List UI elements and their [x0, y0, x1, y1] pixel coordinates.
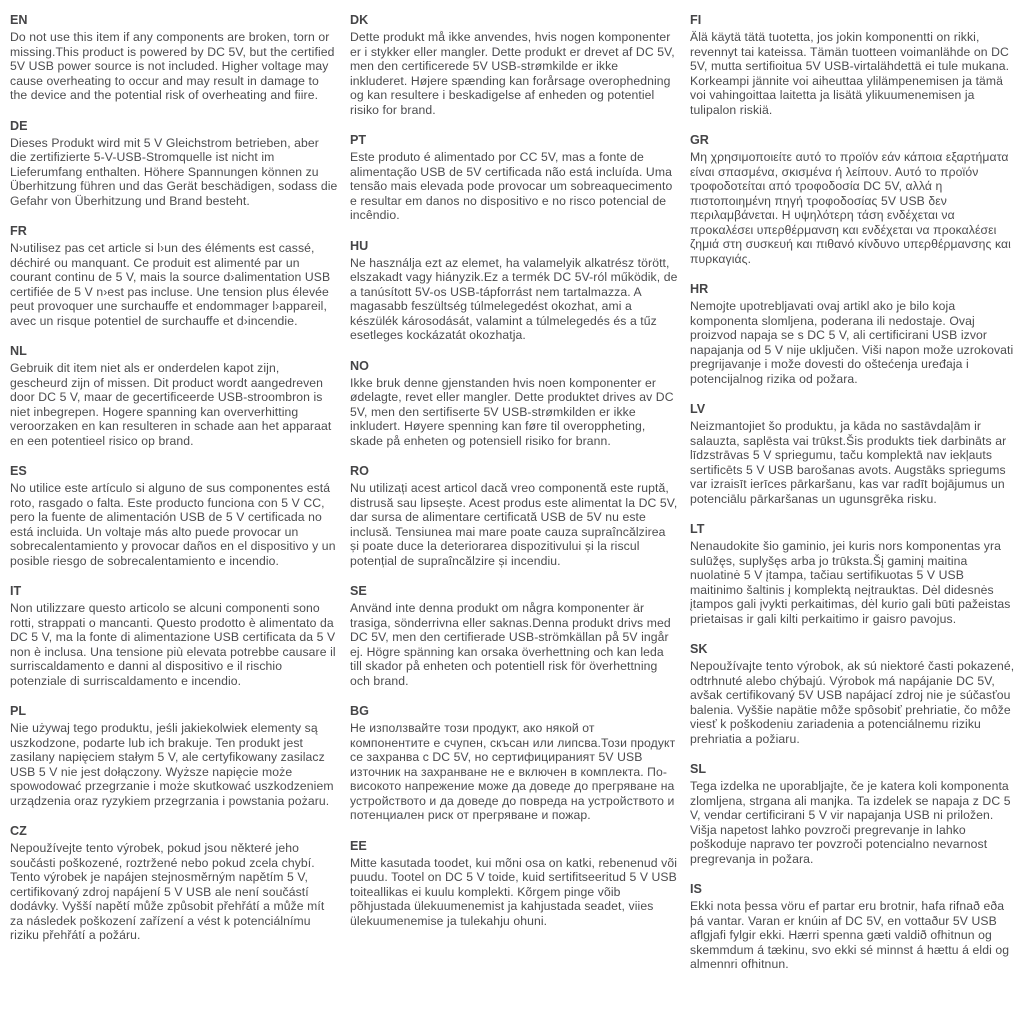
language-code-ee: EE	[350, 838, 367, 853]
warning-section-no	[350, 359, 678, 449]
language-code-fi: FI	[690, 13, 702, 27]
language-code-sl: SL	[690, 762, 707, 776]
warning-text-hr: Nemojte upotrebljavati ovaj artikl ako je bilo koja komponenta slomljena, poderana ili nedostaje. Ovaj proizvod napaja se s DC 5 V, ali certificirani USB izvor napajanja od 5 V nije uključen. Viši napon može uzrokovati pregrijavanje i može dovesti do oštećenja uređaja i potencijalnog rizika od požara.	[690, 299, 1014, 386]
warning-section-pt	[350, 133, 678, 223]
language-code-hu: HU	[350, 238, 369, 253]
warning-text-lv: Neizmantojiet šo produktu, ja kāda no sastāvdaļām ir salauzta, saplēsta vai trūkst.Šis produkts tiek darbināts ar līdzstrāvas 5 V spriegumu, taču komplektā nav iekļauts sertificēts 5 V USB barošanas avots. Augstāks spriegums var izraisīt ierīces pārkaršanu, kas var radīt bojājumus un potenciālu pārkaršanas un ugunsgrēka risku.	[690, 419, 1007, 506]
warning-section-hu	[350, 239, 678, 343]
language-code-dk: DK	[350, 13, 369, 27]
warning-column-2	[350, 13, 678, 1024]
warning-section-lt	[690, 522, 1018, 626]
language-code-sk: SK	[690, 642, 708, 656]
language-code-bg: BG	[350, 704, 369, 718]
warning-section-en	[10, 13, 338, 103]
language-code-fr: FR	[10, 224, 27, 238]
language-code-hr: HR	[690, 282, 709, 296]
warning-section-fr	[10, 224, 338, 328]
language-code-en: EN	[10, 13, 28, 27]
warning-text-lt: Nenaudokite šio gaminio, jei kuris nors komponentas yra sulūžęs, suplyšęs arba jo trūksta.Šį gaminį maitina nuolatinė 5 V įtampa, tačiau sertifikuotas 5 V USB maitinimo šaltinis į komplektą neįtrauktas. Dėl didesnės įtampos gali įvykti perkaitimas, dėl kurio gali būti pažeistas prietaisas ir gali kilti perkaitimo ir gaisro pavojus.	[690, 539, 1011, 626]
warning-section-es	[10, 464, 338, 568]
language-code-is: IS	[690, 882, 702, 896]
language-code-se: SE	[350, 584, 367, 598]
warning-section-fi	[690, 13, 1018, 117]
warning-text-no: Ikke bruk denne gjenstanden hvis noen komponenter er ødelagte, revet eller mangler. Dette produktet drives av DC 5V, men den sertifiserte 5V USB-strømkilden er ikke inkludert. Høyere spenning kan føre til overoppheting, skade på enheten og potensiell risiko for brann.	[350, 375, 674, 448]
warning-text-gr: Μη χρησιμοποιείτε αυτό το προϊόν εάν κάποια εξαρτήματα είναι σπασμένα, σκισμένα ή λείπουν. Αυτό το προϊόν τροφοδοτείται από τροφοδοσία DC 5V, αλλά η πιστοποιημένη πηγή τροφοδοσίας 5V USB δεν περιλαμβάνεται. Η υψηλότερη τάση ενδέχεται να προκαλέσει υπερθέρμανση και ενδέχεται να προκαλέσει ζημιά στη συσκευή και πιθανό κίνδυνο υπερθέρμανσης και πυρκαγιάς.	[690, 150, 1011, 266]
language-code-no: NO	[350, 358, 369, 373]
warning-section-dk	[350, 13, 678, 117]
warning-text-pl: Nie używaj tego produktu, jeśli jakiekolwiek elementy są uszkodzone, podarte lub ich brakuje. Ten produkt jest zasilany napięciem stałym 5 V, ale certyfikowany zasilacz USB 5 V nie jest dołączony. Wyższe napięcie może spowodować przegrzanie i może skutkować uszkodzeniem urządzenia oraz ryzykiem przegrzania i powstania pożaru.	[10, 721, 334, 808]
warning-text-se: Använd inte denna produkt om några komponenter är trasiga, sönderrivna eller saknas.Denna produkt drivs med DC 5V, men den certifierade USB-strömkällan på 5V ingår ej. Högre spänning kan orsaka överhettning och kan leda till skador på enheten och potentiell risk för överhettning och brand.	[350, 601, 671, 688]
warning-text-is: Ekki nota þessa vöru ef partar eru brotnir, hafa rifnað eða þá vantar. Varan er knúin af DC 5V, en vottaður 5V USB aflgjafi fylgir ekki. Hærri spenna gæti valdið ofhitnun og skemmdum á tækinu, svo ekki sé minnst á hættu á eldi og almennri ofhitnun.	[690, 899, 1010, 971]
language-code-lt: LT	[690, 522, 705, 536]
warning-section-lv	[690, 402, 1018, 506]
language-code-pl: PL	[10, 704, 27, 718]
warning-text-nl: Gebruik dit item niet als er onderdelen kapot zijn, gescheurd zijn of missen. Dit product wordt aangedreven door DC 5 V, maar de gecertificeerde USB-stroombron is niet inbegrepen. Hogere spanning kan oververhitting veroorzaken en kan resulteren in schade aan het apparaat en een potentieel risico op brand.	[10, 361, 332, 448]
warning-text-sl: Tega izdelka ne uporabljajte, če je katera koli komponenta zlomljena, strgana ali manjka. Ta izdelek se napaja z DC 5 V, vendar certificirani 5 V vir napajanja USB ni priložen. Višja napetost lahko povzroči pregrevanje in lahko poškoduje napravo ter povzroči potencialno nevarnost pregrevanja in požara.	[690, 779, 1011, 866]
language-code-lv: LV	[690, 402, 706, 416]
warning-section-is	[690, 882, 1018, 972]
warning-text-ro: Nu utilizați acest articol dacă vreo componentă este ruptă, distrusă sau lipsește. Acest produs este alimentat la DC 5V, dar sursa de alimentare certificată USB de 5V nu este inclusă. Tensiunea mai mare poate cauza supraîncălzirea și poate duce la deteriorarea dispozitivului și la riscul potențial de supraîncălzire și incendiu.	[350, 481, 678, 568]
warning-section-sl	[690, 762, 1018, 866]
warning-text-bg: Не използвайте този продукт, ако някой от компонентите е счупен, скъсан или липсва.Този продукт се захранва с DC 5V, но сертифицираният 5V USB източник на захранване не е включен в комплекта. По-високото напрежение може да доведе до прегряване на устройството и да доведе до повреда на устройството и потенциален риск от прегряване и пожар.	[350, 721, 676, 822]
warning-column-3	[690, 13, 1018, 1024]
warning-section-bg	[350, 704, 678, 823]
warning-section-hr	[690, 282, 1018, 386]
warning-section-ee	[350, 839, 678, 929]
warning-section-ro	[350, 464, 678, 568]
warning-text-dk: Dette produkt må ikke anvendes, hvis nogen komponenter er i stykker eller mangler. Dette produkt er drevet af DC 5V, men den certificerede 5V USB-strømkilde er ikke inkluderet. Højere spænding kan forårsage overophedning og kan resultere i beskadigelse af enheden og potentiel risiko for brand.	[350, 30, 675, 117]
warning-text-it: Non utilizzare questo articolo se alcuni componenti sono rotti, strappati o mancanti. Questo prodotto è alimentato da DC 5 V, ma la fonte di alimentazione USB certificata da 5 V non è inclusa. Una tensione più elevata potrebbe causare il surriscaldamento e danni al dispositivo e il rischio potenziale di surriscaldamento e incendio.	[10, 601, 336, 688]
warning-text-hu: Ne használja ezt az elemet, ha valamelyik alkatrész törött, elszakadt vagy hiányzik.Ez a termék DC 5V-ról működik, de a tanúsított 5V-os USB-tápforrást nem tartalmazza. A magasabb feszültség túlmelegedést okozhat, ami a készülék károsodását, valamint a túlmelegedés és a tűz esetleges kockázatát okozhatja.	[350, 255, 678, 342]
warning-text-de: Dieses Produkt wird mit 5 V Gleichstrom betrieben, aber die zertifizierte 5-V-USB-Stromquelle ist nicht im Lieferumfang enthalten. Höhere Spannungen können zu Überhitzung führen und das Gerät beschädigen, sodass die Gefahr von Überhitzung und Brand besteht.	[10, 135, 338, 208]
warning-text-cz: Nepoužívejte tento výrobek, pokud jsou některé jeho součásti poškozené, roztržené nebo pokud zcela chybí. Tento výrobek je napájen stejnosměrným napětím 5 V, certifikovaný zdroj napájení 5 V USB ale není součástí dodávky. Vyšší napětí může způsobit přehřátí a může mít za následek poškození zařízení a vést k potenciálnímu riziku přehřátí a požáru.	[10, 841, 325, 942]
warning-text-fr: N›utilisez pas cet article si l›un des éléments est cassé, déchiré ou manquant. Ce produit est alimenté par un courant continu de 5 V, mais la source d›alimentation USB certifiée de 5 V n›est pas incluse. Une tension plus élevée peut provoquer une surchauffe et endommager l›appareil, avec un risque potentiel de surchauffe et d›incendie.	[10, 241, 331, 328]
warning-section-gr	[690, 133, 1018, 266]
warning-section-nl	[10, 344, 338, 448]
language-code-pt: PT	[350, 133, 367, 147]
warning-section-cz	[10, 824, 338, 943]
warning-text-en: Do not use this item if any components are broken, torn or missing.This product is powered by DC 5V, but the certified 5V USB power source is not included. Higher voltage may cause overheating to occur and may result in damage to the device and the potential risk of overheating and fiire.	[10, 30, 335, 102]
warning-section-de	[10, 119, 338, 209]
language-code-nl: NL	[10, 344, 27, 358]
warning-text-es: No utilice este artículo si alguno de sus componentes está roto, rasgado o falta. Este producto funciona con 5 V CC, pero la fuente de alimentación USB de 5 V certificada no está incluida. Un voltaje más alto puede provocar un sobrecalentamiento y provocar daños en el dispositivo y un posible riesgo de sobrecalentamiento e incendio.	[10, 481, 336, 568]
warning-section-se	[350, 584, 678, 688]
warning-text-fi: Älä käytä tätä tuotetta, jos jokin komponentti on rikki, revennyt tai kateissa. Tämän tuotteen voimanlähde on DC 5V, mutta sertifioitua 5V USB-virtalähdettä ei tule mukana. Korkeampi jännite voi aiheuttaa ylilämpenemisen ja tämä voi vahingoittaa laitetta ja lisätä ylikuumenemisen ja tulipalon riskiä.	[690, 30, 1010, 117]
warning-text-pt: Este produto é alimentado por CC 5V, mas a fonte de alimentação USB de 5V certificada não está incluída. Uma tensão mais elevada pode provocar um sobreaquecimento e resultar em danos no dispositivo e no risco potencial de incêndio.	[350, 150, 673, 222]
language-code-cz: CZ	[10, 824, 27, 838]
language-code-it: IT	[10, 584, 22, 598]
warning-section-pl	[10, 704, 338, 808]
warning-section-sk	[690, 642, 1018, 746]
language-code-es: ES	[10, 464, 27, 478]
warning-section-it	[10, 584, 338, 688]
language-code-ro: RO	[350, 464, 369, 478]
warning-text-sk: Nepoužívajte tento výrobok, ak sú niektoré časti pokazené, odtrhnuté alebo chýbajú. Výrobok má napájanie DC 5V, avšak certifikovaný 5V USB napájací zdroj nie je súčasťou balenia. Vyššie napätie môže spôsobiť prehriatie, čo môže viesť k poškodeniu zariadenia a potenciálnemu riziku prehriatia a požiaru.	[690, 659, 1015, 746]
warning-column-1	[10, 13, 338, 1024]
language-code-gr: GR	[690, 133, 709, 147]
warning-text-ee: Mitte kasutada toodet, kui mõni osa on katki, rebenenud või puudu. Tootel on DC 5 V toide, kuid sertifitseeritud 5 V USB toiteallikas ei kuulu komplekti. Kõrgem pinge võib põhjustada ülekuumenemist ja kahjustada seadet, viies ülekuumenemise ja tulekahju ohuni.	[350, 855, 678, 928]
language-code-de: DE	[10, 118, 28, 133]
